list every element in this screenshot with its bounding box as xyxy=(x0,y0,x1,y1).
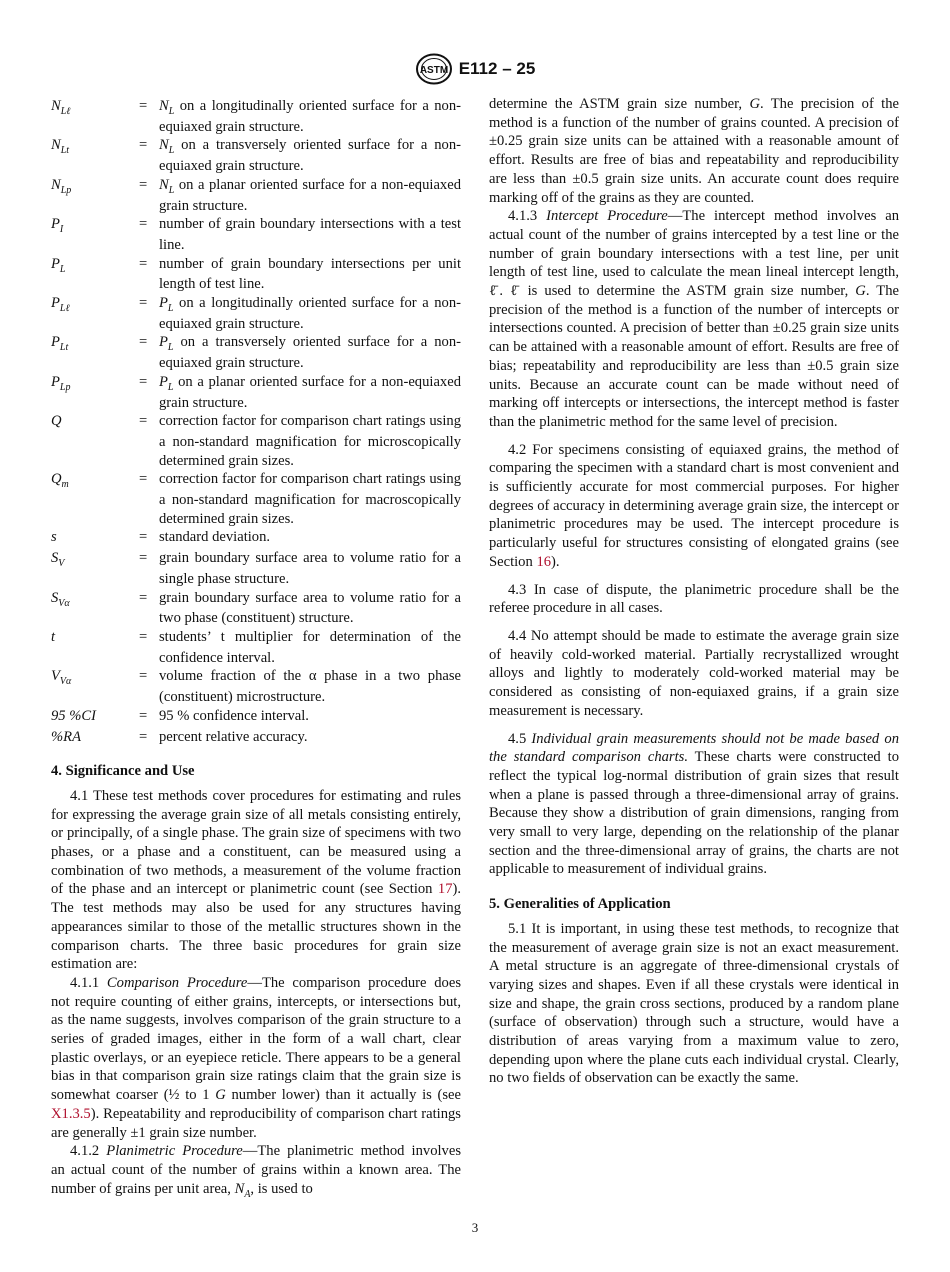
symbol-definition: students’ t multiplier for determination of the confidence interval. xyxy=(159,628,461,666)
symbol-row xyxy=(51,333,461,372)
symbol-row xyxy=(51,176,461,215)
symbol-definition: correction factor for comparison chart ratings using a non-standard magnification for microscopically determined grain sizes. xyxy=(159,413,461,469)
symbol-row xyxy=(51,528,461,549)
symbol-list xyxy=(51,97,461,748)
symbol-term: $P_{Lt}$ xyxy=(51,334,69,354)
equals-sign: = xyxy=(139,628,148,645)
x1-3-5-link[interactable]: X1.3.5 xyxy=(51,1105,91,1122)
equals-sign: = xyxy=(139,216,148,233)
symbol-definition: correction factor for comparison chart ratings using a non-standard magnification for macroscopically determined grain sizes. xyxy=(159,471,461,527)
equals-sign: = xyxy=(139,728,148,745)
equals-sign: = xyxy=(139,334,148,351)
page-number: 3 xyxy=(471,1220,479,1235)
symbol-term: $N_{Lp}$ xyxy=(51,176,72,196)
symbol-row xyxy=(51,707,461,728)
paragraph-4-2: 4.2 For specimens consisting of equiaxed grains, the method of comparing the specimen with a standard chart is most convenient and is sufficiently accurate for most commercial purposes. For higher degrees of accuracy in determining average grain size, the intercept or planimetric procedures may be used. The intercept procedure is particularly useful for structures consisting of elongated grains (see Section 16). xyxy=(489,441,899,570)
symbol-row xyxy=(51,728,461,749)
paragraph-5-1: 5.1 It is important, in using these test methods, to recognize that the measurement of average grain size is not an exact measurement. A metal structure is an aggregate of three-dimensional crystals of varying sizes and shapes. Even if all these crystals were identical in size and shape, the grain cross sections, produced by a random plane (surface of observation) through such a structure, would have a distribution of areas varying from a maximum value to zero, depending upon where the plane cuts each individual crystal. Clearly, no two fields of observation can be exactly the same. xyxy=(489,920,899,1087)
symbol-row xyxy=(51,589,461,628)
symbol-row xyxy=(51,294,461,333)
paragraph-4-5: 4.5 Individual grain measurements should not be made based on the standard comparison charts. These charts were constructed to reflect the typical log-normal distribution of grain sizes that result when a plane is passed through a three-dimensional array of grains. Because they show a distribution of grain dimensions, ranging from very small to very large, depending on the relationship of the planar section and the three-dimensional array of grains, the charts are not applicable to measurement of individual grains. xyxy=(489,730,899,878)
left-column xyxy=(51,97,461,1200)
standard-designation: E112 – 25 xyxy=(458,58,536,78)
symbol-row xyxy=(51,97,461,136)
symbol-definition: $P_L$ on a planar oriented surface for a non-equiaxed grain structure. xyxy=(159,373,461,411)
symbol-term: $V_{V\alpha}$ xyxy=(51,668,72,688)
symbol-definition: standard deviation. xyxy=(159,529,271,546)
equals-sign: = xyxy=(139,176,148,193)
paragraph-4-1-2: 4.1.2 Planimetric Procedure—The planimetric method involves an actual count of the number of grains within a known area. The number of grains per unit area, $N_A$, is used to xyxy=(51,1143,461,1200)
symbol-row xyxy=(51,215,461,254)
equals-sign: = xyxy=(139,413,148,430)
symbol-term: $P_L$ xyxy=(51,255,66,275)
symbol-term: $P_I$ xyxy=(51,216,64,236)
symbol-definition: number of grain boundary intersections with a test line. xyxy=(159,216,461,253)
symbol-row xyxy=(51,667,461,706)
symbol-definition: grain boundary surface area to volume ratio for a two phase (constituent) structure. xyxy=(159,589,461,627)
section-16-link[interactable]: 16 xyxy=(536,553,552,570)
equals-sign: = xyxy=(139,707,148,724)
symbol-term: $S_{V\alpha}$ xyxy=(51,589,70,609)
symbol-term: t xyxy=(51,628,56,645)
symbol-definition: $P_L$ on a longitudinally oriented surface for a non-equiaxed grain structure. xyxy=(159,295,461,332)
paragraph-4-4: 4.4 No attempt should be made to estimate the average grain size of heavily cold-worked material. Partially recrystallized wrought alloys and lightly to moderately cold-worked material may be considered as consisting of non-equiaxed grains, if a grain size measurement is necessary. xyxy=(489,627,899,719)
symbol-row xyxy=(51,373,461,412)
paragraph-4-1-1: 4.1.1 Comparison Procedure—The comparison procedure does not require counting of either grains, intercepts, or intersections but, as the name suggests, involves comparison of the grain structure to a series of graded images, either in the form of a wall chart, clear plastic overlays, or an eyepiece reticle. There appears to be a general bias in that comparison grain size ratings claim that the grain size is somewhat coarser (½ to 1 G number lower) than it actually is (see X1.3.5). Repeatability and reproducibility of comparison chart ratings are generally ±1 grain size number. xyxy=(51,974,462,1141)
equals-sign: = xyxy=(139,471,148,488)
paragraph-4-1-2-cont: determine the ASTM grain size number, G. The precision of the method is a function of the number of grains counted. A precision of ±0.25 grain size units can be attained with a reasonable amount of effort. Results are free of bias and repeatability and reproducibility are less than ±0.5 grain size units. An accurate count does require marking off of the grains as they are counted. xyxy=(489,96,899,206)
symbol-definition: volume fraction of the α phase in a two phase (constituent) microstructure. xyxy=(159,668,461,706)
symbol-row xyxy=(51,255,461,294)
astm-logo-icon xyxy=(415,53,453,85)
symbol-term: $P_{L\ell}$ xyxy=(51,295,70,315)
symbol-definition: $N_L$ on a transversely oriented surface for a non-equiaxed grain structure. xyxy=(159,137,461,175)
symbol-definition: $P_L$ on a transversely oriented surface for a non-equiaxed grain structure. xyxy=(159,334,461,372)
paragraph-4-1-3: 4.1.3 Intercept Procedure—The intercept method involves an actual count of the number of grains intercepted by a test line or the number of grain boundary intersections with a test line, per unit length of test line, used to calculate the mean lineal intercept length, ℓ̄. ℓ̄ is used to determine the ASTM grain size number, G. The precision of the method is a function of the number of intercepts or intersections counted. A precision of better than ±0.25 grain size units can be attained with a reasonable amount of effort. Results are free of bias; repeatability and reproducibility are less than ±0.5 grain size units. Because an accurate count can be made without need of marking off intercepts or intersections, the intercept method is faster than the planimetric method for the same level of precision. xyxy=(489,208,899,430)
symbol-term: $N_{Lt}$ xyxy=(51,137,70,157)
equals-sign: = xyxy=(139,529,148,546)
symbol-row xyxy=(51,470,461,528)
equals-sign: = xyxy=(139,589,148,606)
equals-sign: = xyxy=(139,295,148,312)
symbol-definition: $N_L$ on a planar oriented surface for a non-equiaxed grain structure. xyxy=(159,176,461,214)
symbol-term: $S_V$ xyxy=(51,550,65,570)
paragraph-4-3: 4.3 In case of dispute, the planimetric procedure shall be the referee procedure in all cases. xyxy=(489,581,899,617)
symbol-term: 95 %CI xyxy=(51,707,96,724)
section-17-link[interactable]: 17 xyxy=(437,881,453,898)
symbol-term: s xyxy=(51,529,57,546)
symbol-row xyxy=(51,549,461,588)
symbol-definition: $N_L$ on a longitudinally oriented surface for a non-equiaxed grain structure. xyxy=(159,98,461,135)
symbol-term: $N_{L\ell}$ xyxy=(51,98,71,117)
symbol-term: Q xyxy=(51,413,62,430)
symbol-row xyxy=(51,628,461,667)
equals-sign: = xyxy=(139,98,148,114)
symbol-term: $P_{Lp}$ xyxy=(51,373,71,393)
symbol-definition: percent relative accuracy. xyxy=(159,728,308,745)
symbol-definition: grain boundary surface area to volume ratio for a single phase structure. xyxy=(159,550,461,587)
equals-sign: = xyxy=(139,137,148,154)
right-column xyxy=(489,95,899,1088)
equals-sign: = xyxy=(139,373,148,390)
equals-sign: = xyxy=(139,668,148,685)
symbol-definition: number of grain boundary intersections per unit length of test line. xyxy=(159,255,461,293)
symbol-row xyxy=(51,412,461,470)
paragraph-4-1: 4.1 These test methods cover procedures for estimating and rules for expressing the average grain size of all metals consisting entirely, or principally, of a single phase. The grain size of specimens with two phases, or a phase and a constituent, can be measured using a combination of two methods, a measurement of the volume fraction of the phase and an intercept or planimetric count (see Section 17). The test methods may also be used for any structures having appearances similar to those of the metallic structures shown in the comparison charts. The three basic procedures for grain size estimation are: xyxy=(51,787,461,973)
equals-sign: = xyxy=(139,255,148,272)
page-header xyxy=(0,52,950,86)
symbol-row xyxy=(51,136,461,175)
section-5-heading: 5. Generalities of Application xyxy=(489,896,671,913)
symbol-term: $Q_m$ xyxy=(51,471,69,491)
section-4-heading: 4. Significance and Use xyxy=(51,763,195,780)
symbol-term: %RA xyxy=(51,728,81,745)
equals-sign: = xyxy=(139,550,148,567)
logo-text: ASTM xyxy=(419,65,448,76)
symbol-definition: 95 % confidence interval. xyxy=(159,707,309,724)
